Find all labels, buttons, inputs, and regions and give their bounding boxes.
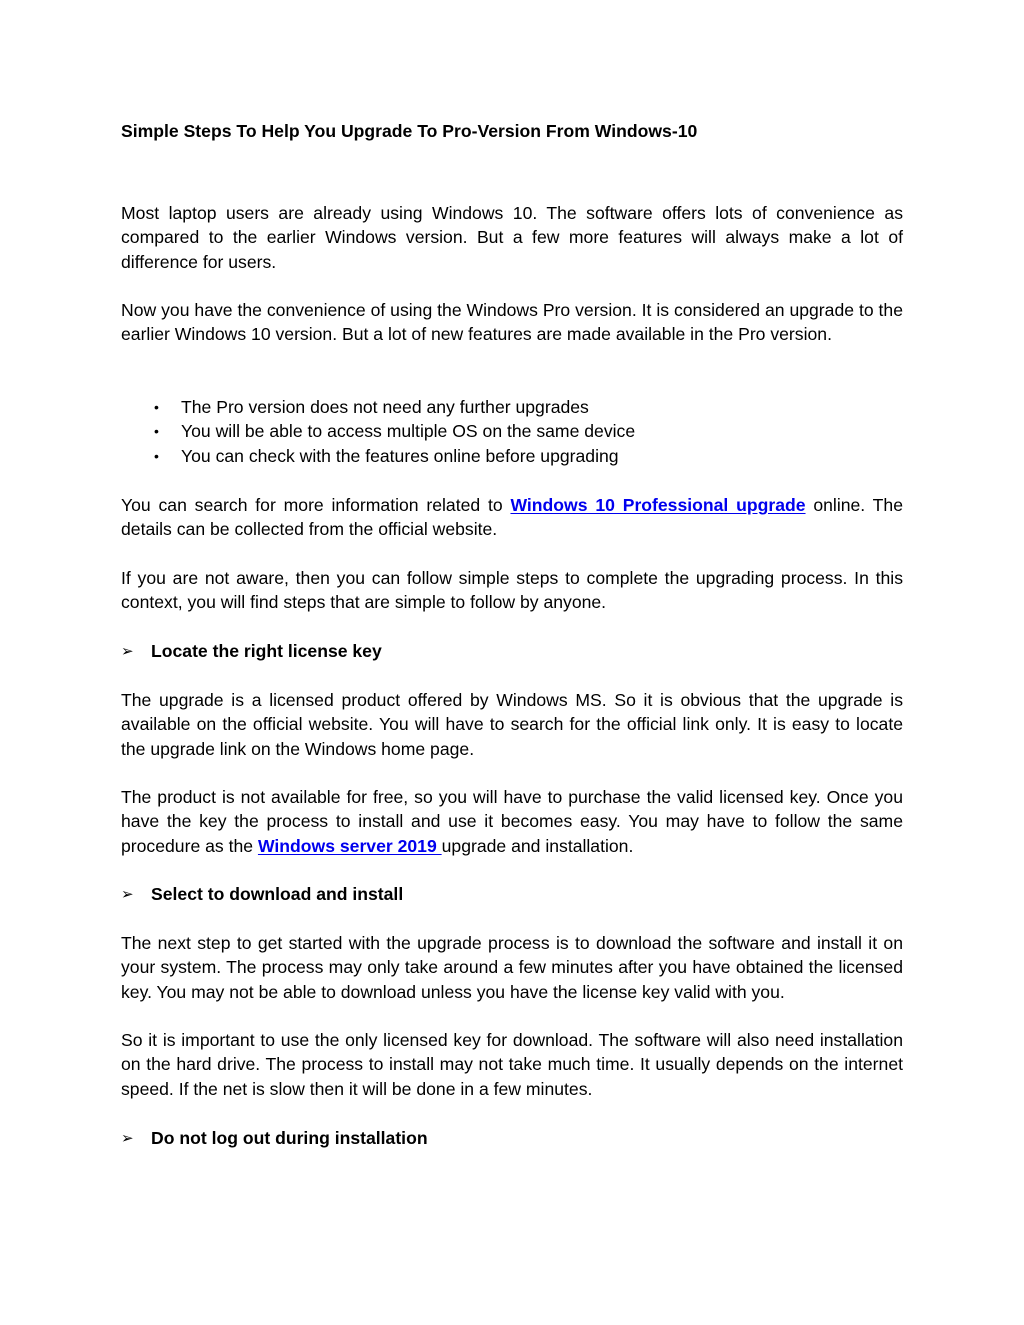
list-item-text: The Pro version does not need any further upgrades	[181, 397, 589, 417]
pro-version-paragraph: Now you have the convenience of using the Windows Pro version. It is considered an upgrade to the earlier Windows 10 version. But a lot of new features are made available in the Pro version.	[121, 300, 903, 345]
download-paragraph: The next step to get started with the upgrade process is to download the software and install it on your system. The process may only take around a few minutes after you have obtained the licensed key. You may not be able to download unless you have the license key valid with you.	[121, 933, 903, 1002]
bullet-icon: •	[154, 399, 159, 415]
section-heading-text: Select to download and install	[151, 884, 404, 904]
section-heading-text: Locate the right license key	[151, 641, 382, 661]
list-item	[121, 419, 903, 443]
list-item-text: You can check with the features online before upgrading	[181, 445, 619, 466]
windows-10-professional-upgrade-link[interactable]: Windows 10 Professional upgrade	[510, 495, 806, 515]
purchase-key-text-after: upgrade and installation.	[441, 835, 634, 856]
windows-server-2019-link[interactable]: Windows server 2019	[257, 835, 442, 856]
purchase-key-text-before: The product is not available for free, so you will have to purchase the valid licensed key. Once you have the key the process to install and use it becomes easy. You may have to follow the same procedure as the	[121, 787, 903, 856]
arrow-bullet-icon: ➢	[121, 642, 134, 660]
section-heading-text: Do not log out during installation	[151, 1128, 428, 1148]
feature-bullet-list	[121, 395, 903, 468]
bullet-icon: •	[154, 423, 159, 440]
intro-paragraph: Most laptop users are already using Windows 10. The software offers lots of convenience as compared to the earlier Windows version. But a few more features will always make a lot of difference for users.	[121, 203, 903, 272]
license-key-paragraph: The upgrade is a licensed product offered by Windows MS. So it is obvious that the upgrade is available on the official website. You will have to search for the official link only. It is easy to locate the upgrade link on the Windows home page.	[121, 690, 903, 759]
document-title: Simple Steps To Help You Upgrade To Pro-Version From Windows-10	[121, 121, 698, 141]
search-paragraph-text-before: You can search for more information related to	[121, 495, 511, 515]
list-item	[121, 444, 903, 468]
installation-paragraph: So it is important to use the only licensed key for download. The software will also need installation on the hard drive. The process to install may not take much time. It usually depends on the internet speed. If the net is slow then it will be done in a few minutes.	[121, 1030, 903, 1099]
list-item-text: You will be able to access multiple OS on the same device	[181, 421, 636, 442]
purchase-key-paragraph	[121, 785, 903, 858]
bullet-icon: •	[154, 447, 159, 464]
aware-paragraph: If you are not aware, then you can follow simple steps to complete the upgrading process. In this context, you will find steps that are simple to follow by anyone.	[121, 568, 903, 613]
search-paragraph	[121, 493, 903, 542]
list-item	[121, 395, 903, 419]
arrow-bullet-icon: ➢	[121, 1129, 134, 1147]
arrow-bullet-icon: ➢	[121, 885, 134, 903]
search-paragraph-text-after: online. The details can be collected from the official website.	[121, 495, 903, 540]
